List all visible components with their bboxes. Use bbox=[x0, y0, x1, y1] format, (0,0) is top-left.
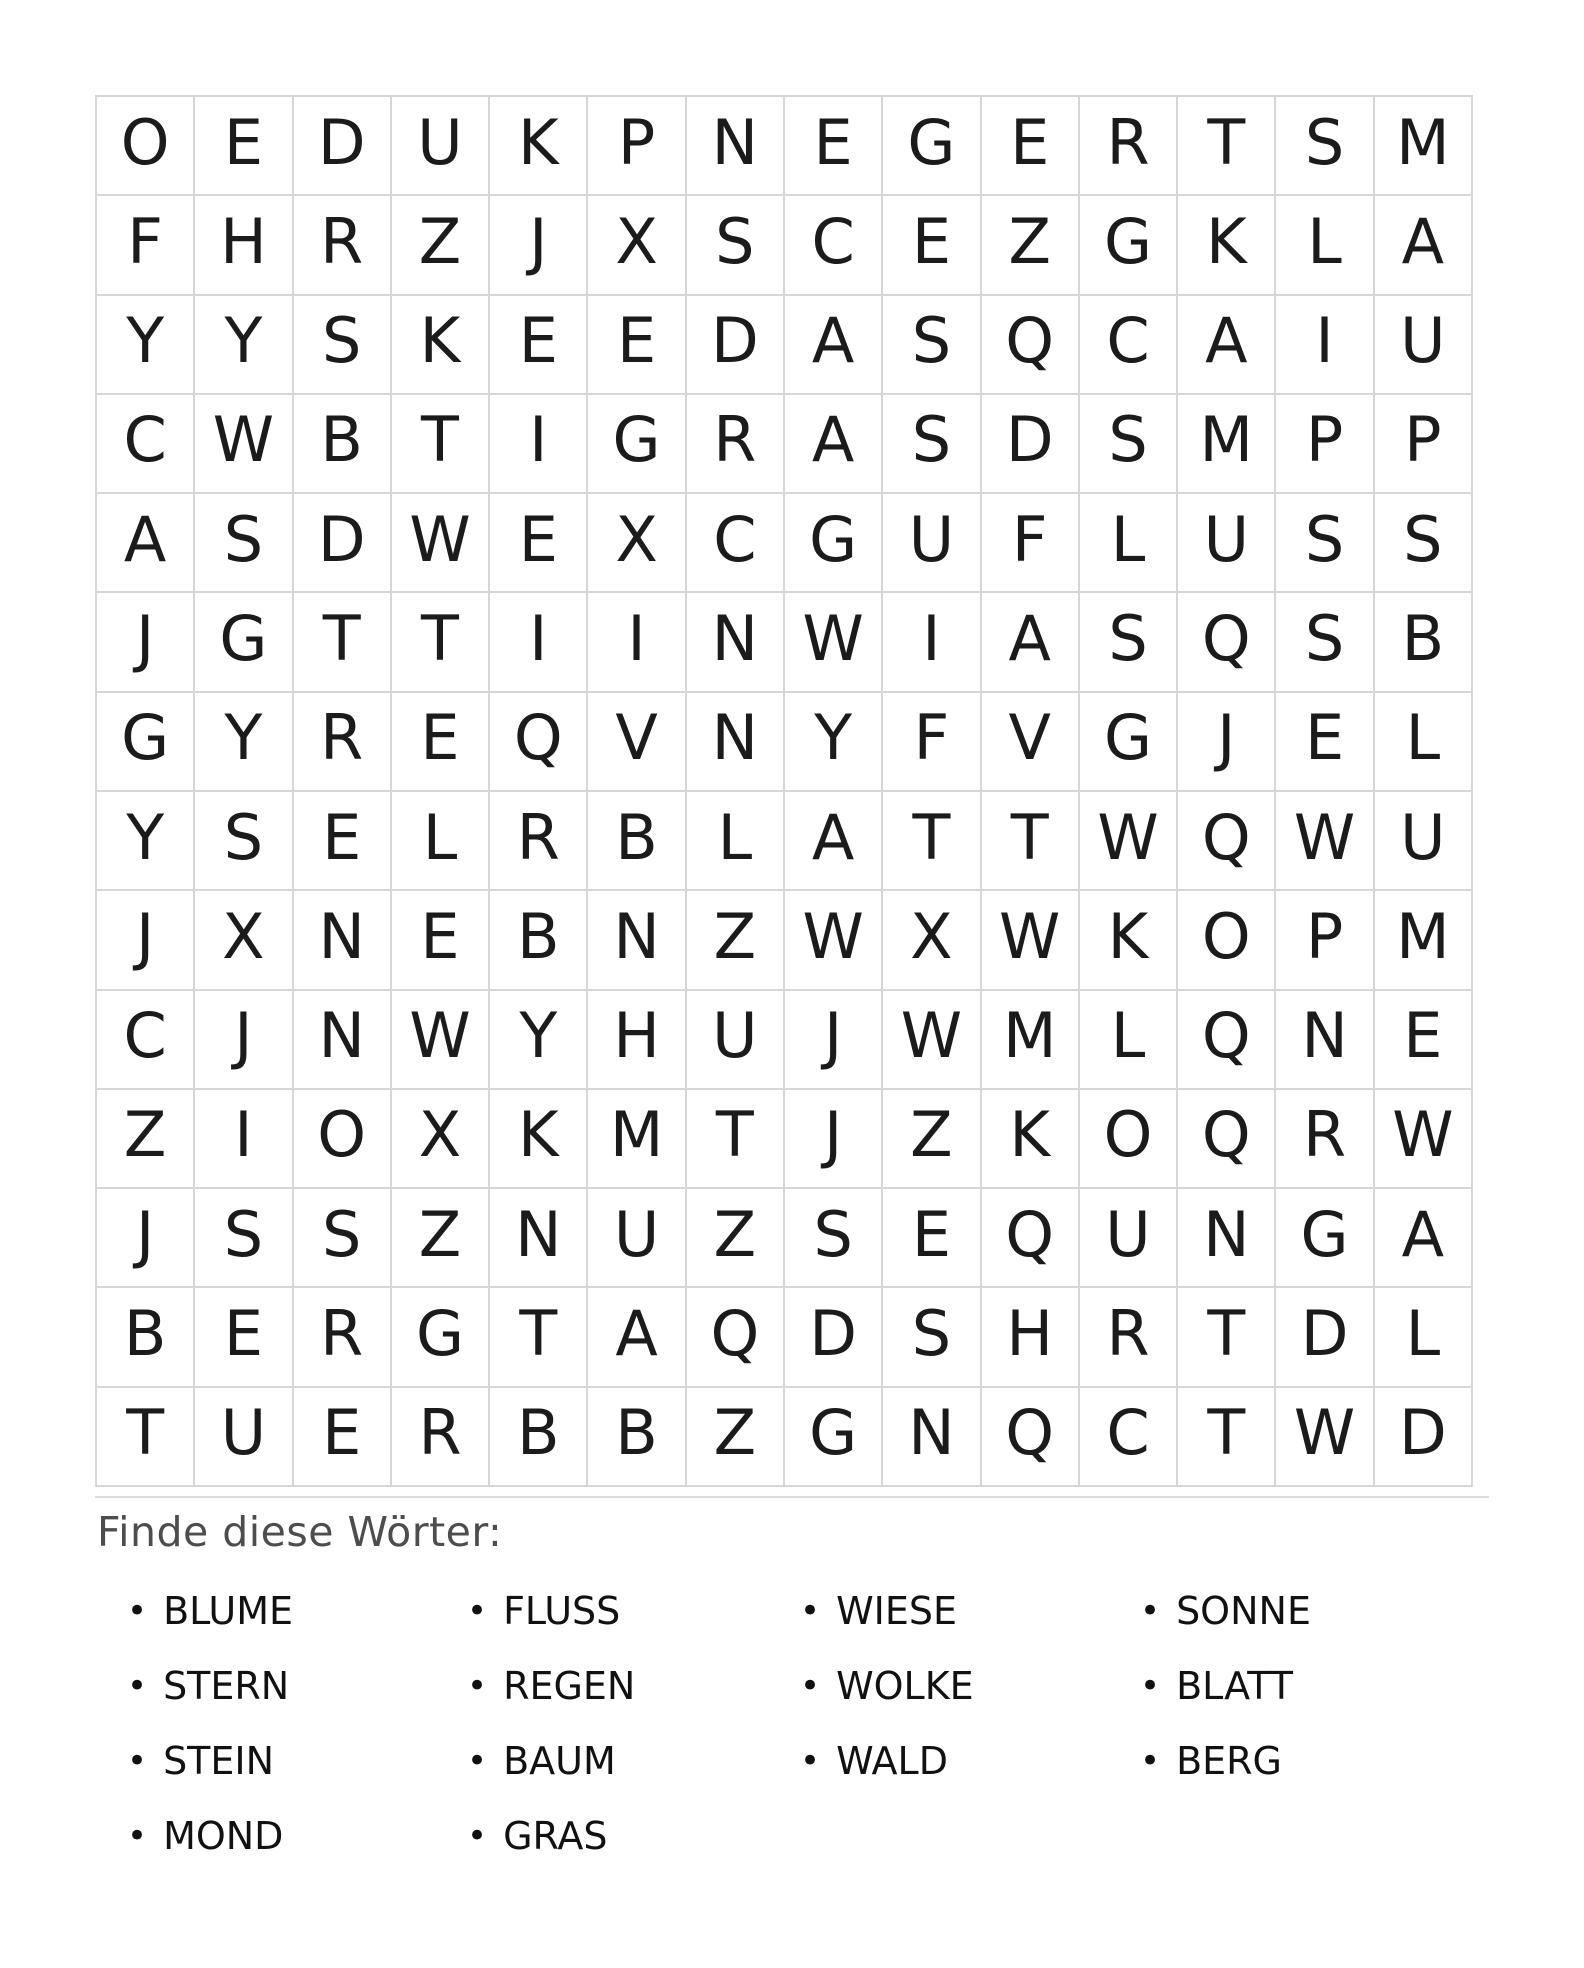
grid-cell[interactable]: B bbox=[1375, 593, 1471, 690]
grid-cell[interactable]: L bbox=[1375, 693, 1471, 790]
grid-cell[interactable]: Q bbox=[687, 1288, 783, 1385]
grid-cell[interactable]: A bbox=[1375, 196, 1471, 293]
grid-cell[interactable]: L bbox=[392, 792, 488, 889]
grid-cell[interactable]: M bbox=[1375, 891, 1471, 988]
grid-cell[interactable]: Z bbox=[392, 1189, 488, 1286]
grid-cell[interactable]: X bbox=[883, 891, 979, 988]
grid-cell[interactable]: D bbox=[1276, 1288, 1372, 1385]
bullet-icon: • bbox=[127, 1590, 148, 1631]
grid-cell[interactable]: T bbox=[490, 1288, 586, 1385]
grid-cell[interactable]: Y bbox=[490, 991, 586, 1088]
word-label: STERN bbox=[163, 1663, 290, 1708]
bullet-icon: • bbox=[467, 1815, 488, 1856]
word-label: GRAS bbox=[503, 1813, 608, 1858]
grid-cell[interactable]: I bbox=[588, 593, 684, 690]
bullet-icon: • bbox=[467, 1590, 488, 1631]
grid-cell[interactable]: P bbox=[588, 97, 684, 194]
grid-cell[interactable]: W bbox=[392, 494, 488, 591]
grid-cell[interactable]: G bbox=[785, 1388, 881, 1485]
grid-cell[interactable]: J bbox=[1178, 693, 1274, 790]
grid-cell[interactable]: T bbox=[1178, 1288, 1274, 1385]
grid-cell[interactable]: S bbox=[1080, 395, 1176, 492]
grid-cell[interactable]: J bbox=[785, 991, 881, 1088]
grid-cell[interactable]: E bbox=[490, 494, 586, 591]
word-list-item bbox=[467, 1723, 635, 1798]
grid-cell[interactable]: S bbox=[883, 296, 979, 393]
grid-cell[interactable]: E bbox=[785, 97, 881, 194]
bullet-icon: • bbox=[800, 1590, 821, 1631]
grid-cell[interactable]: M bbox=[1375, 97, 1471, 194]
grid-cell[interactable]: Z bbox=[982, 196, 1078, 293]
grid-cell[interactable]: I bbox=[490, 593, 586, 690]
grid-cell[interactable]: H bbox=[982, 1288, 1078, 1385]
grid-cell[interactable]: U bbox=[392, 97, 488, 194]
grid-cell[interactable]: T bbox=[982, 792, 1078, 889]
grid-cell[interactable]: G bbox=[1080, 693, 1176, 790]
word-list-item bbox=[1140, 1723, 1311, 1798]
grid-cell[interactable]: D bbox=[982, 395, 1078, 492]
grid-cell[interactable]: O bbox=[1080, 1090, 1176, 1187]
word-label: MOND bbox=[163, 1813, 284, 1858]
grid-cell[interactable]: R bbox=[392, 1388, 488, 1485]
word-label: WALD bbox=[836, 1738, 948, 1783]
grid-cell[interactable]: S bbox=[1080, 593, 1176, 690]
grid-cell[interactable]: D bbox=[294, 97, 390, 194]
grid-cell[interactable]: I bbox=[195, 1090, 291, 1187]
grid-cell[interactable]: W bbox=[785, 891, 881, 988]
bullet-icon: • bbox=[800, 1665, 821, 1706]
grid-cell[interactable]: Y bbox=[97, 792, 193, 889]
grid-cell[interactable]: E bbox=[392, 693, 488, 790]
grid-cell[interactable]: S bbox=[1375, 494, 1471, 591]
grid-cell[interactable]: C bbox=[97, 395, 193, 492]
grid-cell[interactable]: U bbox=[1080, 1189, 1176, 1286]
grid-cell[interactable]: R bbox=[1080, 1288, 1176, 1385]
grid-cell[interactable]: O bbox=[97, 97, 193, 194]
grid-cell[interactable]: X bbox=[588, 196, 684, 293]
grid-cell[interactable]: A bbox=[785, 395, 881, 492]
grid-cell[interactable]: S bbox=[883, 395, 979, 492]
grid-cell[interactable]: W bbox=[392, 991, 488, 1088]
grid-cell[interactable]: B bbox=[97, 1288, 193, 1385]
word-label: BLATT bbox=[1176, 1663, 1293, 1708]
grid-cell[interactable]: A bbox=[97, 494, 193, 591]
grid-cell[interactable]: J bbox=[97, 1189, 193, 1286]
grid-cell[interactable]: E bbox=[883, 196, 979, 293]
grid-cell[interactable]: C bbox=[785, 196, 881, 293]
grid-cell[interactable]: E bbox=[1276, 693, 1372, 790]
grid-cell[interactable]: A bbox=[785, 296, 881, 393]
grid-cell[interactable]: W bbox=[785, 593, 881, 690]
grid-cell[interactable]: B bbox=[490, 1388, 586, 1485]
grid-cell[interactable]: Y bbox=[97, 296, 193, 393]
grid-cell[interactable]: G bbox=[1080, 196, 1176, 293]
bullet-icon: • bbox=[800, 1740, 821, 1781]
grid-cell[interactable]: M bbox=[982, 991, 1078, 1088]
grid-cell[interactable]: B bbox=[588, 792, 684, 889]
grid-cell[interactable]: F bbox=[982, 494, 1078, 591]
word-list-item bbox=[1140, 1648, 1311, 1723]
grid-cell[interactable]: E bbox=[588, 296, 684, 393]
grid-cell[interactable]: K bbox=[1080, 891, 1176, 988]
grid-cell[interactable]: O bbox=[1178, 891, 1274, 988]
grid-cell[interactable]: N bbox=[1276, 991, 1372, 1088]
word-label: BAUM bbox=[503, 1738, 616, 1783]
grid-cell[interactable]: J bbox=[97, 593, 193, 690]
word-label: FLUSS bbox=[503, 1588, 621, 1633]
word-label: WOLKE bbox=[836, 1663, 974, 1708]
grid-cell[interactable]: E bbox=[195, 97, 291, 194]
grid-cell[interactable]: G bbox=[1276, 1189, 1372, 1286]
bullet-icon: • bbox=[1140, 1590, 1161, 1631]
grid-cell[interactable]: V bbox=[588, 693, 684, 790]
word-label: STEIN bbox=[163, 1738, 275, 1783]
grid-cell[interactable]: L bbox=[1080, 991, 1176, 1088]
word-list-item bbox=[127, 1648, 293, 1723]
bullet-icon: • bbox=[127, 1665, 148, 1706]
grid-cell[interactable]: M bbox=[1178, 395, 1274, 492]
grid-cell[interactable]: O bbox=[294, 1090, 390, 1187]
grid-cell[interactable]: W bbox=[982, 891, 1078, 988]
grid-cell[interactable]: T bbox=[97, 1388, 193, 1485]
grid-cell[interactable]: T bbox=[1178, 1388, 1274, 1485]
word-label: WIESE bbox=[836, 1588, 957, 1633]
word-column bbox=[800, 1573, 974, 1798]
grid-cell[interactable]: Q bbox=[1178, 1090, 1274, 1187]
grid-cell[interactable]: E bbox=[490, 296, 586, 393]
grid-cell[interactable]: Q bbox=[1178, 593, 1274, 690]
grid-cell[interactable]: X bbox=[588, 494, 684, 591]
grid-cell[interactable]: W bbox=[883, 991, 979, 1088]
grid-cell[interactable]: T bbox=[294, 593, 390, 690]
grid-cell[interactable]: U bbox=[1375, 792, 1471, 889]
grid-cell[interactable]: G bbox=[883, 97, 979, 194]
grid-cell[interactable]: X bbox=[392, 1090, 488, 1187]
grid-cell[interactable]: N bbox=[490, 1189, 586, 1286]
bullet-icon: • bbox=[467, 1665, 488, 1706]
grid-cell[interactable]: J bbox=[490, 196, 586, 293]
grid-cell[interactable]: Q bbox=[982, 296, 1078, 393]
grid-cell[interactable]: U bbox=[687, 991, 783, 1088]
grid-cell[interactable]: G bbox=[588, 395, 684, 492]
grid-cell[interactable]: S bbox=[883, 1288, 979, 1385]
grid-cell[interactable]: H bbox=[588, 991, 684, 1088]
word-column bbox=[127, 1573, 293, 1873]
grid-cell[interactable]: Y bbox=[785, 693, 881, 790]
grid-cell[interactable]: N bbox=[687, 97, 783, 194]
grid-cell[interactable]: L bbox=[1080, 494, 1176, 591]
grid-cell[interactable]: F bbox=[97, 196, 193, 293]
grid-cell[interactable]: G bbox=[195, 593, 291, 690]
word-list-item bbox=[1140, 1573, 1311, 1648]
word-list-item bbox=[467, 1648, 635, 1723]
grid-cell[interactable]: A bbox=[1178, 296, 1274, 393]
grid-cell[interactable]: B bbox=[490, 891, 586, 988]
word-list-item bbox=[800, 1648, 974, 1723]
grid-cell[interactable]: R bbox=[294, 1288, 390, 1385]
grid-cell[interactable]: R bbox=[294, 196, 390, 293]
grid-cell[interactable]: R bbox=[1276, 1090, 1372, 1187]
grid-cell[interactable]: D bbox=[785, 1288, 881, 1385]
grid-cell[interactable]: R bbox=[1080, 97, 1176, 194]
grid-cell[interactable]: J bbox=[97, 891, 193, 988]
section-divider bbox=[95, 1496, 1489, 1498]
grid-cell[interactable]: E bbox=[982, 97, 1078, 194]
grid-cell[interactable]: T bbox=[687, 1090, 783, 1187]
grid-cell[interactable]: I bbox=[883, 593, 979, 690]
grid-cell[interactable]: B bbox=[294, 395, 390, 492]
word-column bbox=[467, 1573, 635, 1873]
word-list-item bbox=[127, 1573, 293, 1648]
word-search-grid bbox=[95, 95, 1473, 1487]
grid-cell[interactable]: W bbox=[195, 395, 291, 492]
grid-cell[interactable]: P bbox=[1276, 891, 1372, 988]
word-label: BLUME bbox=[163, 1588, 294, 1633]
word-label: BERG bbox=[1176, 1738, 1282, 1783]
grid-cell[interactable]: T bbox=[392, 593, 488, 690]
grid-cell[interactable]: F bbox=[883, 693, 979, 790]
grid-cell[interactable]: W bbox=[1276, 1388, 1372, 1485]
grid-cell[interactable]: A bbox=[785, 792, 881, 889]
grid-cell[interactable]: D bbox=[294, 494, 390, 591]
grid-cell[interactable]: E bbox=[294, 792, 390, 889]
grid-cell[interactable]: T bbox=[1178, 97, 1274, 194]
grid-cell[interactable]: P bbox=[1375, 395, 1471, 492]
grid-cell[interactable]: C bbox=[97, 991, 193, 1088]
grid-cell[interactable]: C bbox=[1080, 1388, 1176, 1485]
grid-cell[interactable]: B bbox=[588, 1388, 684, 1485]
grid-cell[interactable]: L bbox=[687, 792, 783, 889]
grid-cell[interactable]: N bbox=[687, 593, 783, 690]
grid-cell[interactable]: H bbox=[195, 196, 291, 293]
grid-cell[interactable]: J bbox=[785, 1090, 881, 1187]
grid-cell[interactable]: I bbox=[1276, 296, 1372, 393]
grid-cell[interactable]: D bbox=[687, 296, 783, 393]
word-list-heading: Finde diese Wörter: bbox=[97, 1508, 503, 1556]
grid-cell[interactable]: N bbox=[294, 991, 390, 1088]
grid-cell[interactable]: R bbox=[294, 693, 390, 790]
word-label: SONNE bbox=[1176, 1588, 1311, 1633]
grid-cell[interactable]: U bbox=[883, 494, 979, 591]
grid-cell[interactable]: E bbox=[195, 1288, 291, 1385]
grid-cell[interactable]: Z bbox=[687, 891, 783, 988]
grid-cell[interactable]: N bbox=[687, 693, 783, 790]
grid-cell[interactable]: S bbox=[1276, 97, 1372, 194]
word-list-item bbox=[467, 1573, 635, 1648]
grid-cell[interactable]: Q bbox=[1178, 991, 1274, 1088]
grid-cell[interactable]: J bbox=[195, 991, 291, 1088]
grid-cell[interactable]: S bbox=[195, 1189, 291, 1286]
grid-cell[interactable]: R bbox=[490, 792, 586, 889]
grid-cell[interactable]: C bbox=[687, 494, 783, 591]
grid-cell[interactable]: X bbox=[195, 891, 291, 988]
word-label: REGEN bbox=[503, 1663, 636, 1708]
word-column bbox=[1140, 1573, 1311, 1798]
grid-cell[interactable]: W bbox=[1080, 792, 1176, 889]
grid-cell[interactable]: A bbox=[982, 593, 1078, 690]
grid-cell[interactable]: E bbox=[1375, 991, 1471, 1088]
grid-cell[interactable]: D bbox=[1375, 1388, 1471, 1485]
word-list-item bbox=[800, 1573, 974, 1648]
grid-cell[interactable]: G bbox=[97, 693, 193, 790]
grid-cell[interactable]: Z bbox=[687, 1388, 783, 1485]
grid-cell[interactable]: L bbox=[1276, 196, 1372, 293]
grid-cell[interactable]: A bbox=[588, 1288, 684, 1385]
word-list-item bbox=[127, 1723, 293, 1798]
grid-cell[interactable]: T bbox=[883, 792, 979, 889]
grid-cell[interactable]: W bbox=[1375, 1090, 1471, 1187]
grid-cell[interactable]: S bbox=[294, 296, 390, 393]
word-list-item bbox=[467, 1798, 635, 1873]
grid-cell[interactable]: K bbox=[490, 1090, 586, 1187]
grid-cell[interactable]: K bbox=[392, 296, 488, 393]
bullet-icon: • bbox=[127, 1740, 148, 1781]
grid-cell[interactable]: A bbox=[1375, 1189, 1471, 1286]
grid-cell[interactable]: M bbox=[588, 1090, 684, 1187]
grid-cell[interactable]: S bbox=[195, 792, 291, 889]
grid-cell[interactable]: G bbox=[392, 1288, 488, 1385]
bullet-icon: • bbox=[1140, 1665, 1161, 1706]
grid-cell[interactable]: S bbox=[785, 1189, 881, 1286]
grid-cell[interactable]: L bbox=[1375, 1288, 1471, 1385]
grid-cell[interactable]: N bbox=[1178, 1189, 1274, 1286]
grid-cell[interactable]: Q bbox=[490, 693, 586, 790]
grid-cell[interactable]: Q bbox=[982, 1388, 1078, 1485]
grid-cell[interactable]: S bbox=[294, 1189, 390, 1286]
grid-cell[interactable]: U bbox=[1178, 494, 1274, 591]
grid-cell[interactable]: Y bbox=[195, 296, 291, 393]
grid-cell[interactable]: I bbox=[490, 395, 586, 492]
grid-cell[interactable]: U bbox=[1375, 296, 1471, 393]
grid-cell[interactable]: Z bbox=[97, 1090, 193, 1187]
grid-cell[interactable]: U bbox=[588, 1189, 684, 1286]
grid-cell[interactable]: Q bbox=[982, 1189, 1078, 1286]
grid-cell[interactable]: R bbox=[687, 395, 783, 492]
grid-cell[interactable]: N bbox=[588, 891, 684, 988]
grid-cell[interactable]: G bbox=[785, 494, 881, 591]
bullet-icon: • bbox=[1140, 1740, 1161, 1781]
grid-cell[interactable]: T bbox=[392, 395, 488, 492]
grid-cell[interactable]: K bbox=[490, 97, 586, 194]
grid-cell[interactable]: K bbox=[982, 1090, 1078, 1187]
grid-cell[interactable]: Y bbox=[195, 693, 291, 790]
grid-cell[interactable]: W bbox=[1276, 792, 1372, 889]
grid-cell[interactable]: E bbox=[294, 1388, 390, 1485]
grid-cell[interactable]: Z bbox=[392, 196, 488, 293]
grid-cell[interactable]: S bbox=[195, 494, 291, 591]
grid-cell[interactable]: E bbox=[392, 891, 488, 988]
grid-cell[interactable]: N bbox=[883, 1388, 979, 1485]
grid-cell[interactable]: N bbox=[294, 891, 390, 988]
grid-cell[interactable]: P bbox=[1276, 395, 1372, 492]
word-list-item bbox=[127, 1798, 293, 1873]
grid-cell[interactable]: U bbox=[195, 1388, 291, 1485]
word-list-item bbox=[800, 1723, 974, 1798]
grid-cell[interactable]: S bbox=[1276, 593, 1372, 690]
bullet-icon: • bbox=[467, 1740, 488, 1781]
grid-cell[interactable]: Z bbox=[687, 1189, 783, 1286]
grid-cell[interactable]: C bbox=[1080, 296, 1176, 393]
bullet-icon: • bbox=[127, 1815, 148, 1856]
grid-cell[interactable]: S bbox=[687, 196, 783, 293]
grid-cell[interactable]: S bbox=[1276, 494, 1372, 591]
grid-cell[interactable]: Z bbox=[883, 1090, 979, 1187]
grid-cell[interactable]: E bbox=[883, 1189, 979, 1286]
grid-cell[interactable]: K bbox=[1178, 196, 1274, 293]
grid-cell[interactable]: V bbox=[982, 693, 1078, 790]
grid-cell[interactable]: Q bbox=[1178, 792, 1274, 889]
